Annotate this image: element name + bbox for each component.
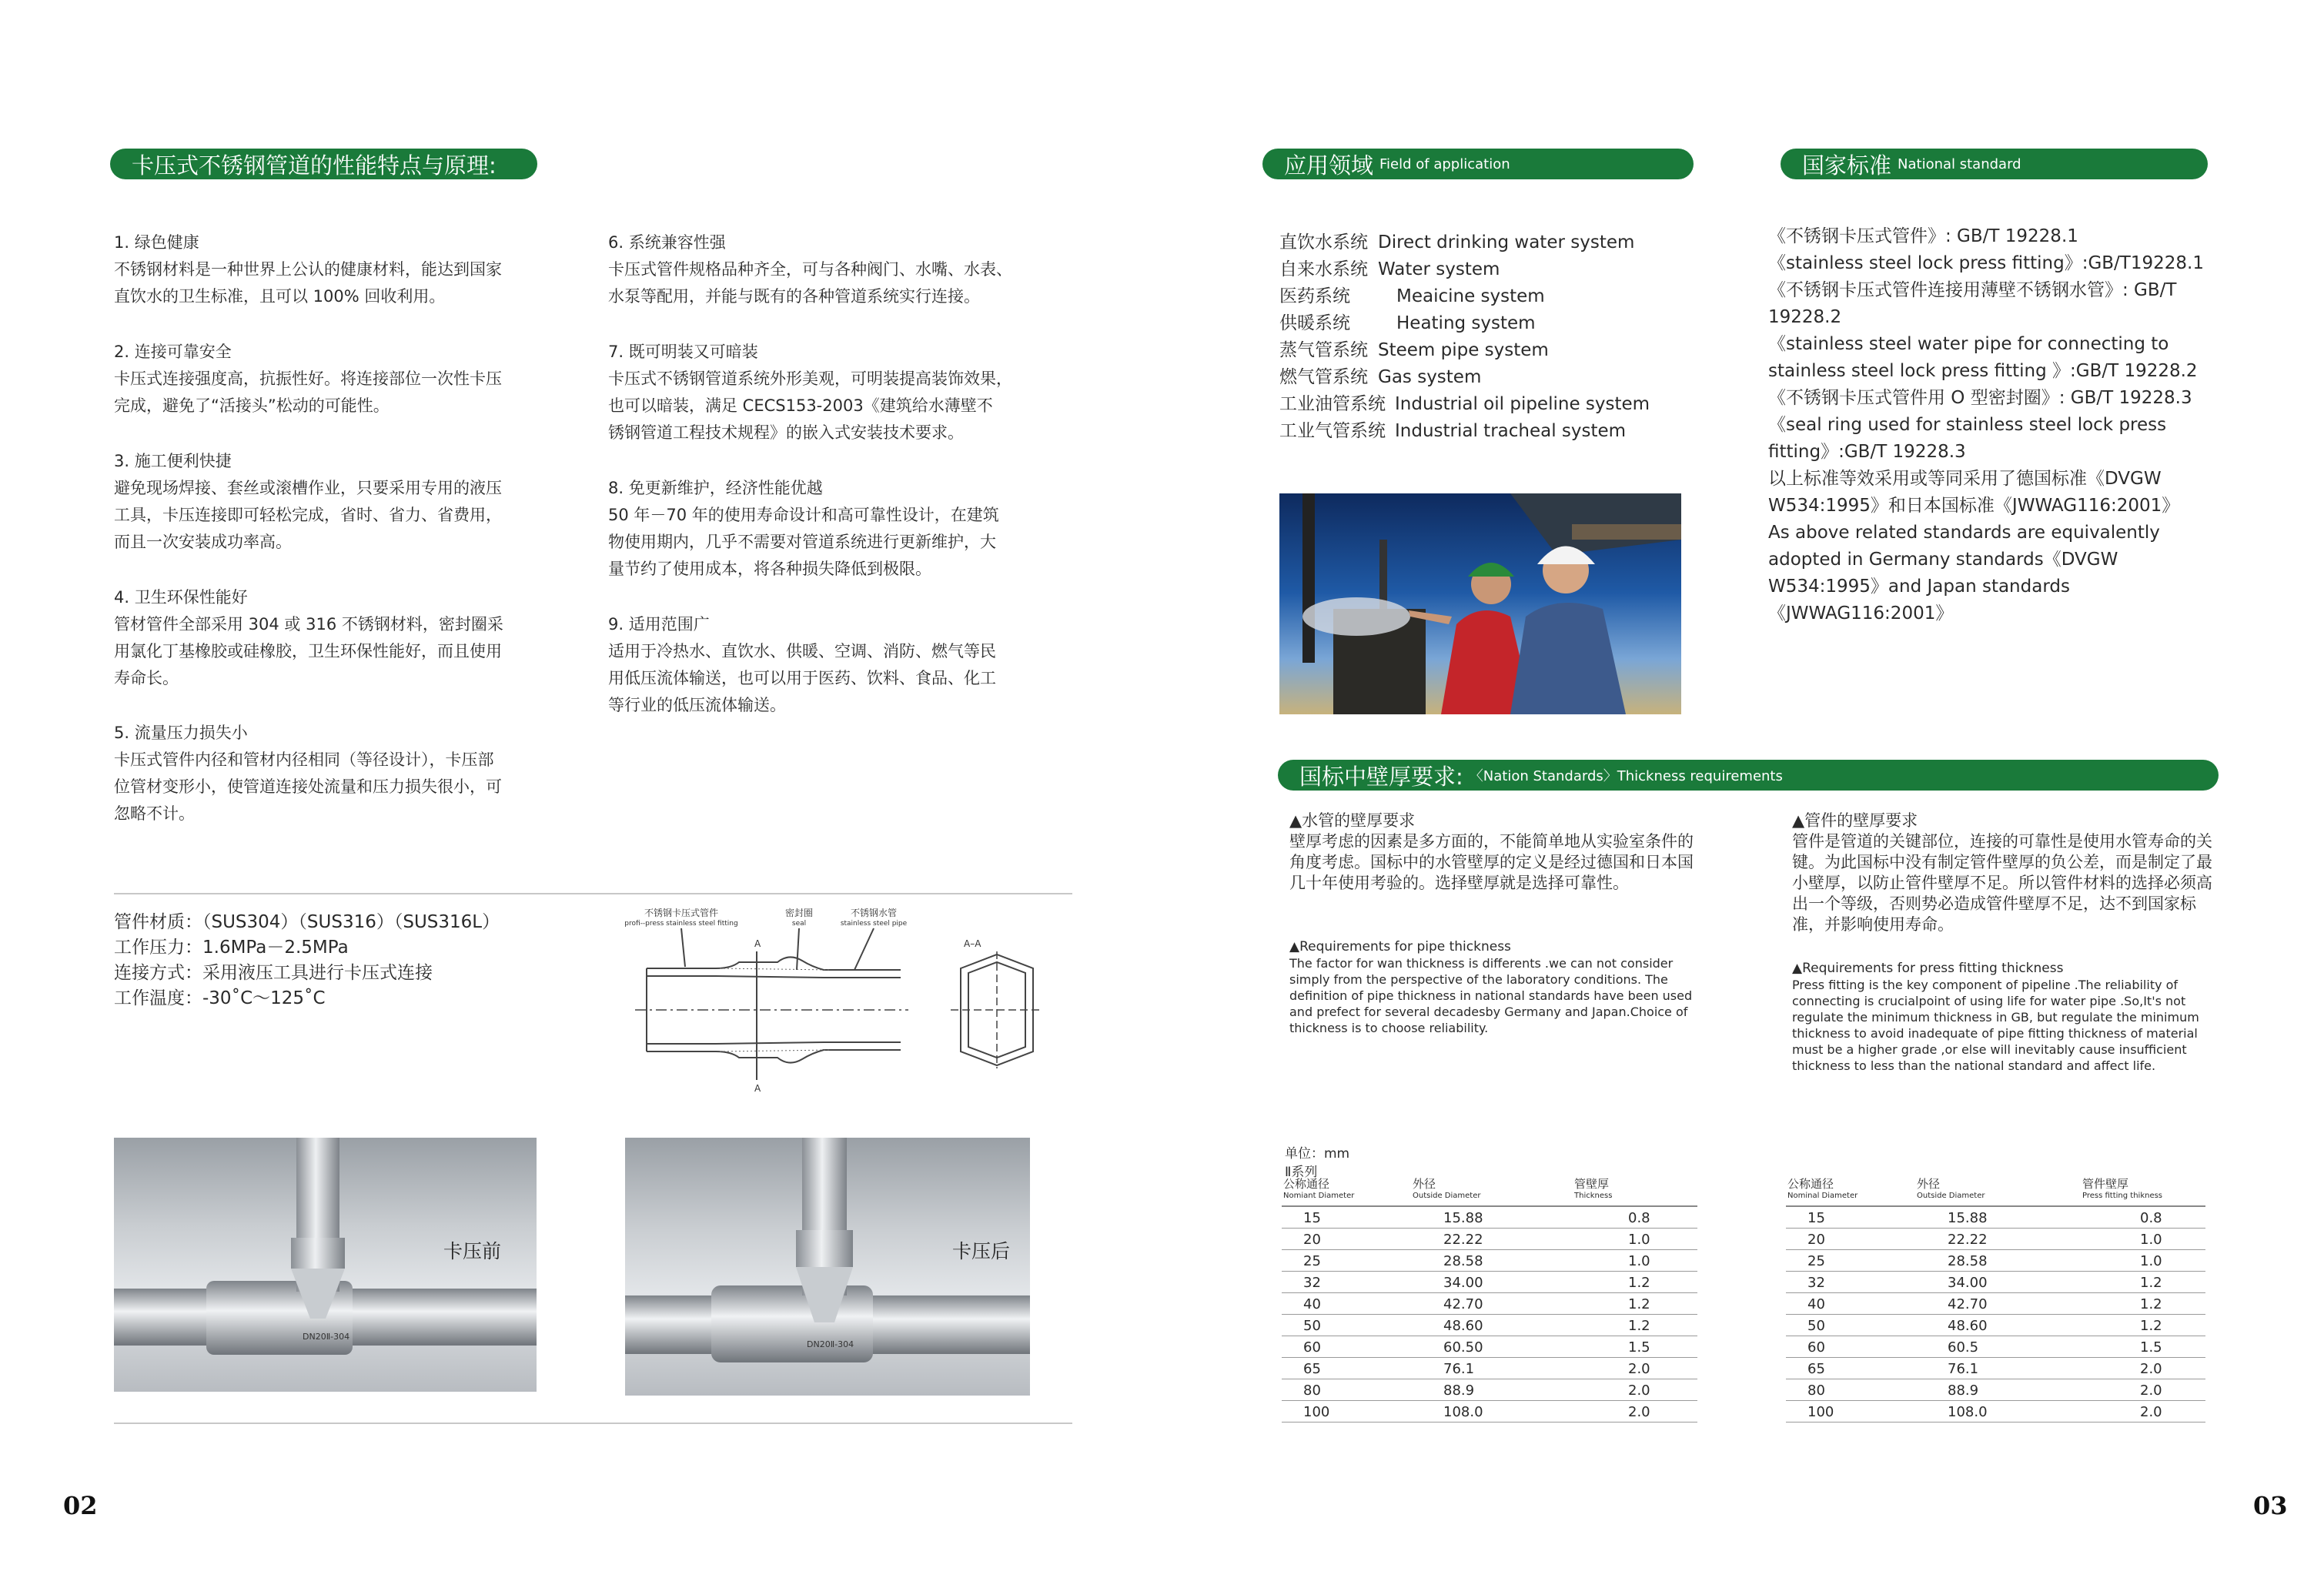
standard-line: 《stainless steel lock press fitting》:GB/T19228.1: [1768, 253, 2204, 273]
cell: 76.1: [1443, 1361, 1475, 1377]
cell: 80: [1303, 1382, 1321, 1399]
label-fitting: 不锈钢卡压式管件: [644, 908, 719, 918]
field-item-en: Industrial oil pipeline system: [1395, 394, 1650, 414]
field-header-en: Field of application: [1379, 155, 1510, 172]
cell: 22.22: [1443, 1232, 1483, 1248]
cell: 25: [1303, 1253, 1321, 1269]
tee-fitting-before: [114, 1138, 537, 1392]
feature-line: 寿命长。: [114, 669, 179, 687]
cell: 22.22: [1948, 1232, 1988, 1248]
label-pipe: 不锈钢水管: [850, 908, 898, 918]
feature-line: 而且一次安装成功率高。: [114, 533, 292, 551]
feature-title: 9. 适用范围广: [608, 615, 710, 634]
cell: 65: [1807, 1361, 1825, 1377]
industrial-workers-image: [1279, 493, 1681, 714]
field-item-zh: 供暖系统: [1279, 313, 1350, 333]
unit-label: 单位：mm: [1285, 1146, 1350, 1162]
standard-line: stainless steel lock press fitting 》:GB/T 19228.2: [1768, 361, 2198, 381]
field-item-en: Direct drinking water system: [1378, 232, 1635, 252]
col-header-en: Outside Diameter: [1917, 1192, 1985, 1200]
fitting-thickness-title-zh: ▲管件的壁厚要求: [1792, 811, 1918, 830]
spec-connection: 连接方式：采用液压工具进行卡压式连接: [114, 963, 433, 983]
section-title: A–A: [964, 938, 981, 949]
field-list: [1279, 229, 1650, 445]
standard-line: 以上标准等效采用或等同采用了德国标准《DVGW: [1768, 469, 2162, 489]
cell: 15: [1807, 1210, 1825, 1226]
feature-title: 7. 既可明装又可暗装: [608, 343, 758, 361]
cell: 28.58: [1443, 1253, 1483, 1269]
field-item-en: Steem pipe system: [1378, 340, 1549, 360]
cell: 60: [1807, 1339, 1825, 1356]
page-number-left: 02: [63, 1491, 98, 1520]
feature-line: 50 年－70 年的使用寿命设计和高可靠性设计，在建筑: [608, 506, 999, 524]
field-item: [1279, 391, 1650, 418]
feature-line: 管材管件全部采用 304 或 316 不锈钢材料，密封圈采: [114, 615, 503, 634]
standard-line: 《stainless steel water pipe for connecting to: [1768, 334, 2169, 354]
national-header: [1781, 149, 2208, 179]
feature-5: [114, 720, 545, 827]
pipe-thickness-zh: [1289, 811, 1701, 894]
cell: 60.50: [1443, 1339, 1483, 1356]
cell: 1.5: [1628, 1339, 1650, 1356]
label-fitting-en: profi--press stainless steel fitting: [624, 920, 738, 928]
fitting-thickness-table: [1786, 1178, 2205, 1423]
field-item: [1279, 283, 1650, 310]
field-item: [1279, 364, 1650, 391]
label-seal-en: seal: [791, 920, 807, 928]
standard-line: 《不锈钢卡压式管件》: GB/T 19228.1: [1768, 226, 2078, 246]
feature-line: 直饮水的卫生标准，且可以 100% 回收利用。: [114, 287, 446, 306]
feature-3: [114, 448, 545, 556]
feature-line: 完成，避免了“活接头”松动的可能性。: [114, 396, 390, 415]
cell: 28.58: [1948, 1253, 1988, 1269]
feature-line: 适用于冷热水、直饮水、供暖、空调、消防、燃气等民: [608, 642, 996, 660]
field-item-zh: 燃气管系统: [1279, 367, 1368, 387]
section-mark-top: A: [754, 938, 761, 949]
field-item-en: Heating system: [1396, 313, 1536, 333]
cell: 0.8: [1628, 1210, 1650, 1226]
thickness-header: [1278, 760, 2219, 791]
series-label: Ⅱ系列: [1285, 1165, 1318, 1180]
table-row: [1282, 1379, 1697, 1401]
feature-line: 水泵等配用，并能与既有的各种管道系统实行连接。: [608, 287, 980, 306]
table-row: [1786, 1401, 2205, 1423]
field-header-zh: 应用领域: [1284, 152, 1374, 179]
fitting-thickness-zh: [1792, 811, 2217, 935]
cell: 0.8: [2140, 1210, 2162, 1226]
cell: 50: [1303, 1318, 1321, 1334]
feature-line: 避免现场焊接、套丝或滚槽作业，只要采用专用的液压: [114, 479, 502, 497]
feature-line: 物使用期内，几乎不需要对管道系统进行更新维护，大: [608, 533, 996, 551]
table-row: [1282, 1207, 1697, 1229]
col-header-zh: 管壁厚: [1574, 1177, 1610, 1191]
table-row: [1786, 1272, 2205, 1293]
cell: 108.0: [1443, 1404, 1483, 1420]
feature-2: [114, 339, 545, 420]
cell: 60.5: [1948, 1339, 1979, 1356]
table-row: [1282, 1293, 1697, 1315]
feature-8: [608, 475, 1039, 583]
pipe-thickness-title-zh: ▲水管的壁厚要求: [1289, 811, 1416, 830]
feature-line: 卡压式不锈钢管道系统外形美观，可明装提高装饰效果，: [608, 369, 1012, 388]
feature-title: 1. 绿色健康: [114, 233, 199, 252]
table-row: [1786, 1336, 2205, 1358]
page-number-right: 03: [2253, 1491, 2288, 1520]
table-row: [1282, 1315, 1697, 1336]
feature-line: 位管材变形小，使管道连接处流量和压力损失很小，可: [114, 777, 502, 796]
table-row: [1282, 1336, 1697, 1358]
col-header-en: Press fitting thikness: [2082, 1192, 2163, 1200]
feature-6: [608, 229, 1039, 310]
cell: 1.2: [2140, 1275, 2162, 1291]
feature-line: 卡压式管件内径和管材内径相同（等径设计），卡压部: [114, 751, 494, 769]
pipe-thickness-title-en: ▲Requirements for pipe thickness: [1289, 939, 1511, 954]
feature-line: 用低压流体输送，也可以用于医药、饮料、食品、化工: [608, 669, 996, 687]
field-item-zh: 工业油管系统: [1279, 394, 1386, 414]
feature-line: 等行业的低压流体输送。: [608, 696, 786, 714]
feature-title: 5. 流量压力损失小: [114, 724, 248, 742]
cell: 2.0: [1628, 1404, 1650, 1420]
cell: 50: [1807, 1318, 1825, 1334]
fitting-mark: DN20Ⅱ-304: [807, 1339, 854, 1349]
cell: 76.1: [1948, 1361, 1979, 1377]
cell: 40: [1807, 1296, 1825, 1312]
specifications: [114, 910, 500, 1011]
cell: 15: [1303, 1210, 1321, 1226]
table-row: [1282, 1250, 1697, 1272]
label-pipe-en: stainless steel pipe: [840, 920, 908, 928]
field-item-zh: 蒸气管系统: [1279, 340, 1368, 360]
table-row: [1282, 1272, 1697, 1293]
national-header-zh: 国家标准: [1802, 152, 1892, 179]
feature-title: 8. 免更新维护，经济性能优越: [608, 479, 823, 497]
cell: 88.9: [1443, 1382, 1475, 1399]
cell: 40: [1303, 1296, 1321, 1312]
spec-temperature: 工作温度：-30˚C～125˚C: [114, 988, 326, 1008]
feature-line: 也可以暗装，满足 CECS153-2003《建筑给水薄壁不: [608, 396, 993, 415]
standard-line: adopted in Germany standards《DVGW: [1768, 550, 2118, 570]
cell: 2.0: [2140, 1404, 2162, 1420]
field-item: [1279, 229, 1650, 256]
thickness-header-en: 〈Nation Standards〉Thickness requirements: [1469, 768, 1783, 784]
divider: [114, 893, 1072, 894]
col-header-zh: 外径: [1413, 1177, 1436, 1191]
spec-material: 管件材质：（SUS304）（SUS316）（SUS316L）: [114, 912, 500, 932]
col-header-en: Nomiant Diameter: [1283, 1192, 1355, 1200]
standard-line: 《不锈钢卡压式管件连接用薄壁不锈钢水管》: GB/T: [1768, 280, 2177, 300]
feature-title: 4. 卫生环保性能好: [114, 588, 248, 607]
field-item-zh: 工业气管系统: [1279, 421, 1386, 441]
table-row: [1786, 1315, 2205, 1336]
col-header-zh: 公称通径: [1787, 1177, 1834, 1191]
feature-7: [608, 339, 1039, 446]
field-item: [1279, 337, 1650, 364]
col-header-zh: 公称通径: [1283, 1177, 1330, 1191]
cell: 2.0: [1628, 1361, 1650, 1377]
divider: [114, 1423, 1072, 1424]
fitting-thickness-body-zh: 管件是管道的关键部位，连接的可靠性是使用水管寿命的关键。为此国标中没有制定管件壁厚的负公差，而是制定了最小壁厚，以防止管件壁厚不足。所以管件材料的选择必须高出一个等级，否则势必造成管件壁厚不足，达不到国家标准，并影响使用寿命。: [1792, 832, 2212, 934]
standard-line: As above related standards are equivalently: [1768, 523, 2160, 543]
after-caption: 卡压后: [952, 1240, 1011, 1262]
table-row: [1786, 1207, 2205, 1229]
table-row: [1786, 1358, 2205, 1379]
feature-line: 用氯化丁基橡胶或硅橡胶，卫生环保性能好，而且使用: [114, 642, 502, 660]
cell: 34.00: [1443, 1275, 1483, 1291]
cell: 1.5: [2140, 1339, 2162, 1356]
cell: 2.0: [2140, 1361, 2162, 1377]
col-header-zh: 管件壁厚: [2082, 1177, 2129, 1191]
table-row: [1786, 1229, 2205, 1250]
national-standards-text: [1768, 223, 2204, 627]
feature-line: 锈钢管道工程技术规程》的嵌入式安装技术要求。: [608, 423, 964, 442]
cell: 80: [1807, 1382, 1825, 1399]
cell: 42.70: [1948, 1296, 1988, 1312]
cell: 1.2: [1628, 1275, 1650, 1291]
standard-line: 《seal ring used for stainless steel lock press: [1768, 415, 2167, 435]
table-header: [1282, 1178, 1697, 1207]
standard-line: 《不锈钢卡压式管件用 O 型密封圈》: GB/T 19228.3: [1768, 388, 2192, 408]
pipe-thickness-body-zh: 壁厚考虑的因素是多方面的，不能简单地从实验室条件的角度考虑。国标中的水管壁厚的定义是经过德国和日本国几十年使用考验的。选择壁厚就是选择可靠性。: [1289, 832, 1694, 892]
field-item: [1279, 256, 1650, 283]
workers-photo: [1279, 493, 1681, 714]
table-row: [1786, 1293, 2205, 1315]
pipe-thickness-body-en: The factor for wan thickness is differents .we can not consider simply from the perspective of the laboratory conditions. The definition of pipe thickness in national standards have been used and prefect for several decadesby Germany and Japan.Choice of thickness is to choose reliability.: [1289, 956, 1693, 1035]
cell: 15.88: [1948, 1210, 1988, 1226]
col-header-en: Nominal Diameter: [1787, 1192, 1858, 1200]
field-item-zh: 自来水系统: [1279, 259, 1368, 279]
col-header-en: Thickness: [1574, 1192, 1613, 1200]
standard-line: 19228.2: [1768, 307, 1842, 327]
fitting-after-photo: [625, 1138, 1030, 1396]
standard-line: W534:1995》and Japan standards: [1768, 577, 2070, 597]
field-item-en: Industrial tracheal system: [1395, 421, 1627, 441]
before-caption: 卡压前: [443, 1240, 502, 1262]
table-header: [1786, 1178, 2205, 1207]
national-header-en: National standard: [1898, 155, 2021, 172]
cell: 1.2: [1628, 1296, 1650, 1312]
feature-1: [114, 229, 545, 310]
standard-line: W534:1995》和日本国标准《JWWAG116:2001》: [1768, 496, 2180, 516]
cell: 108.0: [1948, 1404, 1988, 1420]
cell: 20: [1303, 1232, 1321, 1248]
table-row: [1786, 1250, 2205, 1272]
feature-line: 卡压式连接强度高，抗振性好。将连接部位一次性卡压: [114, 369, 502, 388]
field-item-zh: 直饮水系统: [1279, 232, 1368, 252]
cell: 1.2: [2140, 1296, 2162, 1312]
performance-header: [110, 149, 537, 179]
cell: 1.0: [1628, 1253, 1650, 1269]
feature-line: 不锈钢材料是一种世界上公认的健康材料，能达到国家: [114, 260, 502, 279]
table-row: [1282, 1358, 1697, 1379]
standard-line: 《JWWAG116:2001》: [1768, 603, 1954, 623]
feature-line: 工具，卡压连接即可轻松完成，省时、省力、省费用，: [114, 506, 502, 524]
performance-header-text: 卡压式不锈钢管道的性能特点与原理:: [132, 152, 497, 179]
field-item: [1279, 418, 1650, 445]
feature-line: 量节约了使用成本，将各种损失降低到极限。: [608, 560, 931, 578]
field-item-en: Meaicine system: [1396, 286, 1545, 306]
tee-fitting-after: [625, 1138, 1030, 1396]
col-header-en: Outside Diameter: [1413, 1192, 1481, 1200]
table-row: [1786, 1379, 2205, 1401]
spec-pressure: 工作压力：1.6MPa－2.5MPa: [114, 938, 349, 958]
cell: 25: [1807, 1253, 1825, 1269]
cell: 48.60: [1948, 1318, 1988, 1334]
feature-line: 卡压式管件规格品种齐全，可与各种阀门、水嘴、水表、: [608, 260, 1012, 279]
cell: 15.88: [1443, 1210, 1483, 1226]
cell: 32: [1303, 1275, 1321, 1291]
feature-title: 6. 系统兼容性强: [608, 233, 726, 252]
pipe-thickness-en: [1289, 939, 1701, 1036]
cell: 1.0: [2140, 1253, 2162, 1269]
cell: 42.70: [1443, 1296, 1483, 1312]
field-header: [1262, 149, 1694, 179]
cell: 65: [1303, 1361, 1321, 1377]
fitting-mark: DN20Ⅱ-304: [303, 1332, 350, 1342]
cell: 60: [1303, 1339, 1321, 1356]
field-item-en: Gas system: [1378, 367, 1482, 387]
pipe-thickness-table: [1282, 1178, 1697, 1423]
cell: 1.2: [1628, 1318, 1650, 1334]
cell: 2.0: [1628, 1382, 1650, 1399]
feature-title: 2. 连接可靠安全: [114, 343, 232, 361]
fitting-thickness-en: [1792, 961, 2217, 1074]
fitting-thickness-body-en: Press fitting is the key component of pipeline .The reliability of connecting is crucialpoint of using life for water pipe .So,It's not regulate the minimum thickness in GB, but regulate the minimum thickness to avoid inadequate of pipe fitting thickness of material must be a higher grade ,or else will inevitably cause insufficient thickness to less than the national standard and affect life.: [1792, 978, 2199, 1073]
feature-line: 忽略不计。: [114, 804, 195, 823]
cell: 88.9: [1948, 1382, 1979, 1399]
cell: 1.2: [2140, 1318, 2162, 1334]
standard-line: fitting》:GB/T 19228.3: [1768, 442, 1966, 462]
table-row: [1282, 1229, 1697, 1250]
cell: 100: [1807, 1404, 1834, 1420]
cell: 48.60: [1443, 1318, 1483, 1334]
feature-9: [608, 611, 1039, 719]
cell: 34.00: [1948, 1275, 1988, 1291]
fitting-before-photo: [114, 1138, 537, 1392]
thickness-header-zh: 国标中壁厚要求:: [1299, 763, 1463, 790]
feature-4: [114, 584, 545, 692]
label-seal: 密封圈: [784, 908, 814, 918]
field-item-en: Water system: [1378, 259, 1500, 279]
press-fitting-diagram: [600, 907, 1078, 1099]
col-header-zh: 外径: [1917, 1177, 1941, 1191]
cell: 1.0: [1628, 1232, 1650, 1248]
cell: 2.0: [2140, 1382, 2162, 1399]
field-item: [1279, 310, 1650, 337]
cell: 100: [1303, 1404, 1330, 1420]
feature-title: 3. 施工便利快捷: [114, 452, 232, 470]
section-mark-bottom: A: [754, 1083, 761, 1094]
fitting-thickness-title-en: ▲Requirements for press fitting thickness: [1792, 961, 2064, 976]
cell: 32: [1807, 1275, 1825, 1291]
field-item-zh: 医药系统: [1279, 286, 1350, 306]
cell: 1.0: [2140, 1232, 2162, 1248]
table-row: [1282, 1401, 1697, 1423]
cell: 20: [1807, 1232, 1825, 1248]
